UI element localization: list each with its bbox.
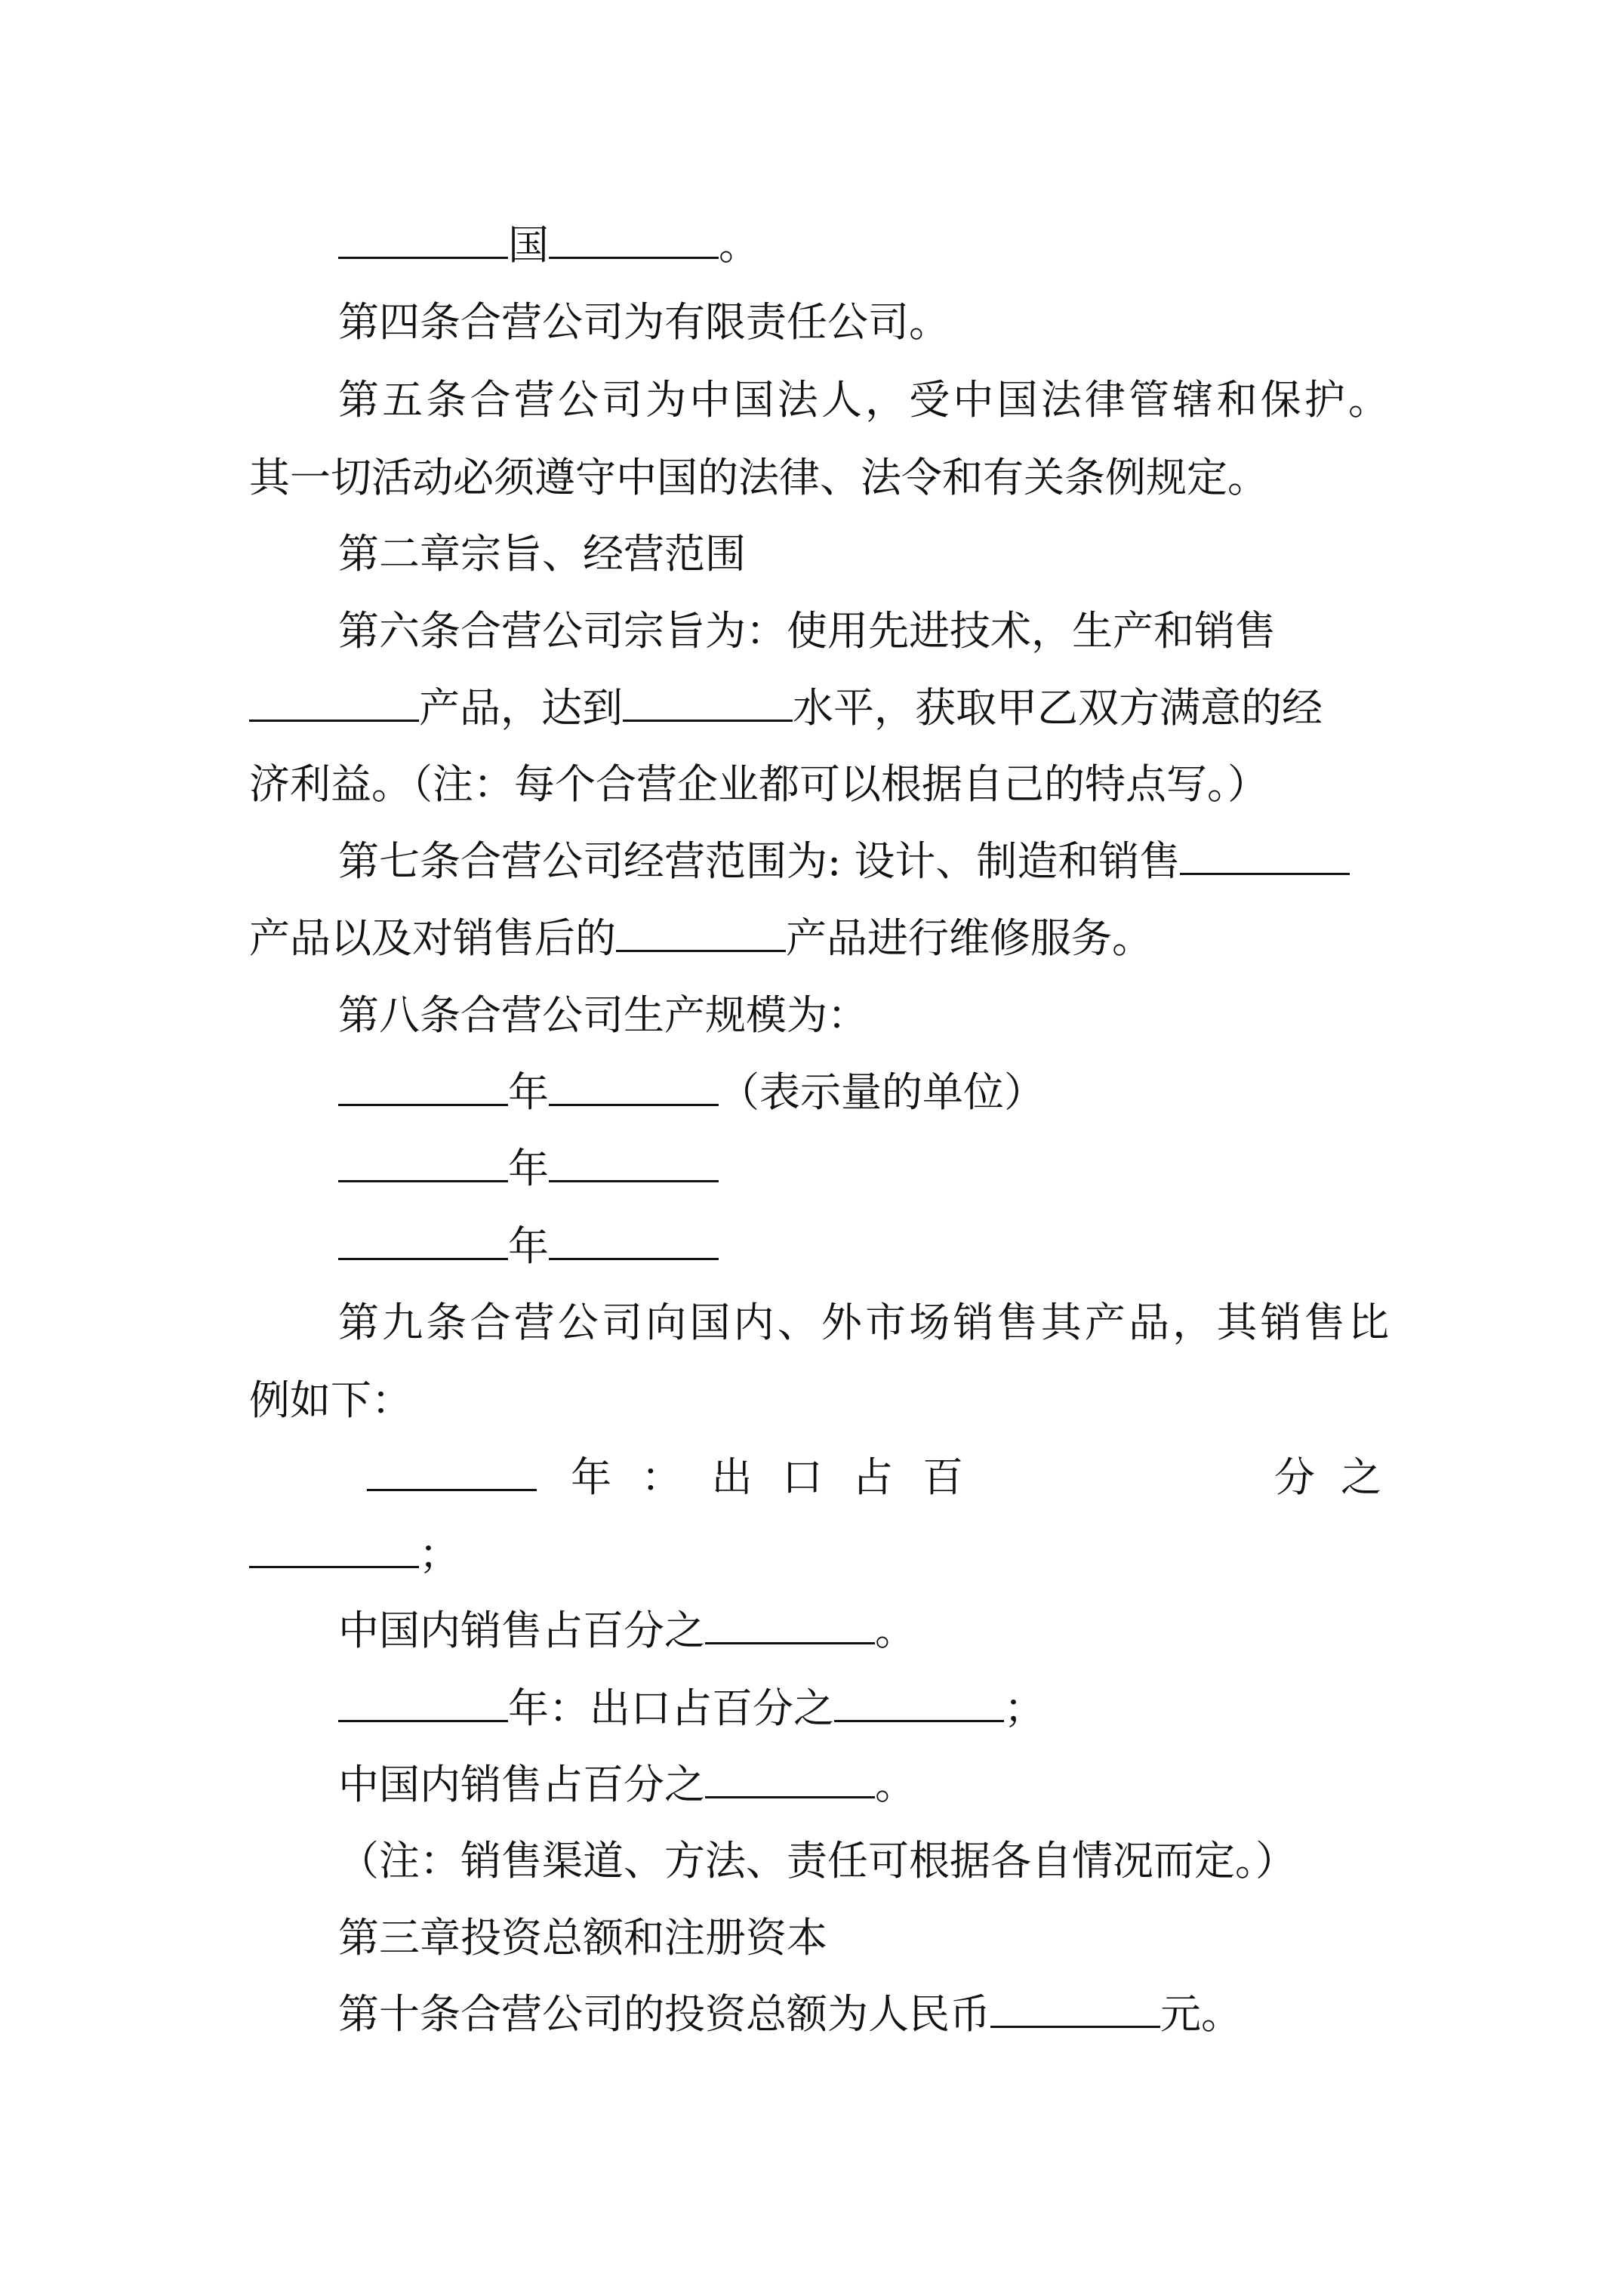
text-char: 出 [711,1453,753,1501]
text-char: 第 [338,1299,379,1346]
text-char: 营 [513,1299,555,1346]
text-char: 分 [1274,1453,1315,1501]
article-10 [338,1973,1389,2056]
text-char: 人 [821,376,862,424]
text-segment: 年：出口占百分之 [508,1684,834,1732]
article-6-line-3: 济利益。（注：每个合营企业都可以根据自己的特点写。） [249,760,1268,808]
text-char: 国 [733,376,775,424]
article-9-line-1 [338,1281,1389,1364]
text-segment: 产品，达到 [419,684,623,732]
fill-blank[interactable] [623,677,793,722]
chapter-2-heading: 第二章宗旨、经营范围 [338,530,746,578]
text-char: 产 [1084,1299,1126,1346]
text-char: ， [1172,1299,1214,1346]
text-period: 。 [875,1761,916,1808]
text-char: 司 [602,376,643,424]
fill-blank[interactable] [338,214,508,259]
text-char: 、 [777,1299,818,1346]
text-segment: 水平，获取甲乙双方满意的经 [793,684,1323,732]
article-8: 第八条合营公司生产规模为： [338,991,868,1039]
fill-blank[interactable] [549,1138,719,1182]
text-char: 第 [338,376,379,424]
article-4: 第四条合营公司为有限责任公司。 [338,298,950,346]
production-scale-row [338,1205,1389,1288]
text-char: ， [865,376,907,424]
text-unit-note: （表示量的单位） [719,1068,1045,1116]
text-char: 合 [470,1299,511,1346]
text-char: 公 [557,376,599,424]
text-year: 年 [571,1453,612,1501]
text-char: 法 [1040,376,1082,424]
text-char: 保 [1260,376,1301,424]
article-5-line-1 [338,359,1389,442]
fill-blank[interactable] [338,1678,508,1722]
article-9-line-2: 例如下： [249,1376,412,1424]
text-char: 条 [426,376,467,424]
country-line [338,204,1389,287]
sales-note: （注：销售渠道、方法、责任可根据各自情况而定。） [338,1837,1296,1885]
text-country: 国 [508,221,549,269]
text-char: 售 [1304,1299,1345,1346]
fill-blank[interactable] [549,1062,719,1106]
text-char: 品 [1129,1299,1170,1346]
text-year: 年 [508,1145,549,1192]
fill-blank[interactable] [705,1754,875,1798]
fill-blank[interactable] [990,1983,1160,2028]
text-segment: 产品以及对销售后的 [249,914,616,962]
export-ratio-continuation [249,1513,1389,1596]
export-ratio-row-spaced [367,1436,1389,1519]
text-char: 中 [689,376,731,424]
text-char: 五 [382,376,423,424]
domestic-ratio-row [338,1589,1389,1672]
text-char: 九 [382,1299,423,1346]
text-char: 合 [470,376,511,424]
article-6-line-2 [249,667,1389,750]
text-char: 管 [1129,376,1170,424]
text-period: 。 [719,221,759,269]
text-char: 营 [513,376,555,424]
domestic-ratio-row [338,1743,1389,1826]
text-char: 国 [996,376,1038,424]
text-char: 受 [909,376,950,424]
export-ratio-row [338,1667,1389,1750]
fill-blank[interactable] [705,1600,875,1644]
chapter-3-heading: 第三章投资总额和注册资本 [338,1914,827,1962]
text-char: 百 [922,1453,964,1501]
fill-blank[interactable] [367,1447,537,1491]
text-char: 国 [689,1299,731,1346]
text-char: 其 [1040,1299,1082,1346]
article-5-line-2: 其一切活动必须遵守中国的法律、法令和有关条例规定。 [249,454,1268,501]
fill-blank[interactable] [338,1062,508,1106]
text-segment: 中国内销售占百分之 [338,1607,705,1654]
fill-blank[interactable] [249,1524,419,1568]
text-char: 法 [777,376,818,424]
text-segment: 第七条合营公司经营范围为: 设计、制造和销售 [338,837,1181,885]
text-char: 司 [602,1299,643,1346]
text-year: 年 [508,1068,549,1116]
fill-blank[interactable] [338,1138,508,1182]
text-char: 护 [1304,376,1345,424]
text-char: 辖 [1172,376,1214,424]
text-char: 口 [781,1453,823,1501]
text-char: 为 [645,376,687,424]
text-char: 占 [852,1453,893,1501]
text-char: 和 [1216,376,1258,424]
text-char: 内 [733,1299,775,1346]
article-7-line-2 [249,897,1389,980]
fill-blank[interactable] [834,1678,1004,1722]
text-char: 其 [1216,1299,1258,1346]
production-scale-row [338,1127,1389,1210]
fill-blank[interactable] [249,677,419,722]
text-char: 场 [909,1299,950,1346]
text-year: 年 [508,1222,549,1270]
fill-blank[interactable] [1180,831,1350,875]
fill-blank[interactable] [616,908,786,952]
text-semicolon: ； [419,1530,460,1578]
text-char: 销 [953,1299,994,1346]
text-char: 外 [821,1299,862,1346]
text-colon: ： [641,1453,682,1501]
text-char: 律 [1084,376,1126,424]
text-period: 。 [875,1607,916,1654]
text-char: 向 [645,1299,687,1346]
text-char: 条 [426,1299,467,1346]
text-unit: 元。 [1160,1990,1242,2038]
text-char: 比 [1347,1299,1389,1346]
production-scale-row [338,1051,1389,1134]
text-char: 公 [557,1299,599,1346]
text-char: 销 [1260,1299,1301,1346]
fill-blank[interactable] [549,214,719,259]
fill-blank[interactable] [338,1216,508,1260]
text-segment: 产品进行维修服务。 [786,914,1153,962]
article-6-line-1: 第六条合营公司宗旨为：使用先进技术，生产和销售 [338,607,1276,655]
text-segment: 中国内销售占百分之 [338,1761,705,1808]
text-char: 。 [1347,376,1389,424]
text-char: 售 [996,1299,1038,1346]
text-segment: 第十条合营公司的投资总额为人民币 [338,1990,990,2038]
article-7-line-1 [338,820,1389,903]
text-char: 市 [865,1299,907,1346]
text-char: 之 [1341,1453,1381,1501]
text-semicolon: ； [1004,1684,1045,1732]
fill-blank[interactable] [549,1216,719,1260]
text-char: 中 [953,376,994,424]
